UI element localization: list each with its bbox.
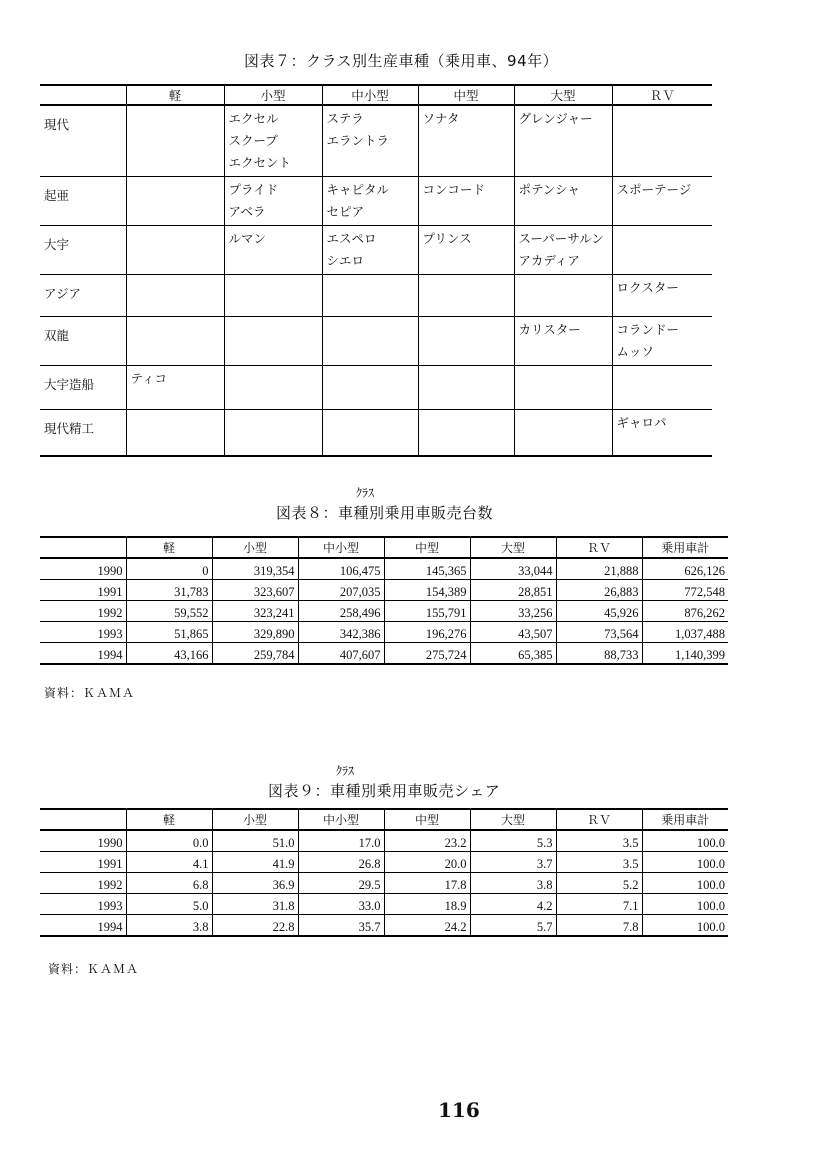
table-cell: 259,784 <box>212 643 298 665</box>
table9-header-5: 大型 <box>470 809 556 830</box>
table-cell: 33,256 <box>470 601 556 622</box>
table-cell: ルマン <box>224 226 322 275</box>
table7-body <box>40 105 712 456</box>
table-cell: プライド アベラ <box>224 177 322 226</box>
table-cell: 31,783 <box>126 580 212 601</box>
table-cell: 73,564 <box>556 622 642 643</box>
table-cell: 100.0 <box>642 873 728 894</box>
table-cell: 3.5 <box>556 852 642 873</box>
table-cell: 323,607 <box>212 580 298 601</box>
sales-share-table <box>40 808 728 937</box>
table-cell: 双龍 <box>40 317 126 366</box>
table-row <box>40 105 712 177</box>
table-cell: 100.0 <box>642 852 728 873</box>
table-cell: 5.3 <box>470 830 556 852</box>
table-cell: 28,851 <box>470 580 556 601</box>
table-cell: ギャロパ <box>612 410 712 456</box>
table-cell <box>126 105 224 177</box>
table-row <box>40 410 712 456</box>
table-cell: 20.0 <box>384 852 470 873</box>
table-cell: 1993 <box>40 894 126 915</box>
table-cell <box>514 410 612 456</box>
table-cell <box>612 366 712 410</box>
table-cell: 876,262 <box>642 601 728 622</box>
table-cell: 1990 <box>40 558 126 580</box>
table-cell: 100.0 <box>642 894 728 915</box>
table-cell: 106,475 <box>298 558 384 580</box>
table-cell: 0.0 <box>126 830 212 852</box>
sales-volume-table <box>40 536 728 665</box>
table9-header-3: 中小型 <box>298 809 384 830</box>
table-row <box>40 622 728 643</box>
table-cell: 23.2 <box>384 830 470 852</box>
table-cell: 31.8 <box>212 894 298 915</box>
table-cell: 17.8 <box>384 873 470 894</box>
table-cell <box>224 275 322 317</box>
table8-title: 図表８：車種別乗用車販売台数 <box>276 504 494 522</box>
table-cell: 43,166 <box>126 643 212 665</box>
table-cell: 26.8 <box>298 852 384 873</box>
table-cell: 155,791 <box>384 601 470 622</box>
table-cell: 196,276 <box>384 622 470 643</box>
table7-header-0 <box>40 85 126 105</box>
table-cell: 3.7 <box>470 852 556 873</box>
table8-header-6: ＲＶ <box>556 537 642 558</box>
table-cell: 1992 <box>40 873 126 894</box>
table7-header-4: 中型 <box>418 85 514 105</box>
table-cell: 21,888 <box>556 558 642 580</box>
table-row <box>40 366 712 410</box>
table8-header-3: 中小型 <box>298 537 384 558</box>
table-row <box>40 915 728 937</box>
table-cell: 起亜 <box>40 177 126 226</box>
table8-header-5: 大型 <box>470 537 556 558</box>
table-cell: 5.7 <box>470 915 556 937</box>
table-cell: 1,140,399 <box>642 643 728 665</box>
table-cell <box>322 317 418 366</box>
table-cell <box>514 275 612 317</box>
table-cell: 7.1 <box>556 894 642 915</box>
table-cell: 59,552 <box>126 601 212 622</box>
table-cell: 1991 <box>40 852 126 873</box>
table-cell: 大宇造船 <box>40 366 126 410</box>
table-row <box>40 580 728 601</box>
table-cell: 4.2 <box>470 894 556 915</box>
table-cell: 現代精工 <box>40 410 126 456</box>
table-cell: スポーテージ <box>612 177 712 226</box>
table-cell: グレンジャー <box>514 105 612 177</box>
table-cell: 1992 <box>40 601 126 622</box>
table-cell: 1991 <box>40 580 126 601</box>
table-row <box>40 177 712 226</box>
table7-header-3: 中小型 <box>322 85 418 105</box>
table-row <box>40 601 728 622</box>
table-cell: ステラ エラントラ <box>322 105 418 177</box>
table-cell: 1994 <box>40 643 126 665</box>
table9-header-row <box>40 809 728 830</box>
table-cell <box>224 317 322 366</box>
table-cell: 1993 <box>40 622 126 643</box>
table-row <box>40 317 712 366</box>
table-cell: 207,035 <box>298 580 384 601</box>
table-cell: 43,507 <box>470 622 556 643</box>
table-cell: プリンス <box>418 226 514 275</box>
table-cell: 45,926 <box>556 601 642 622</box>
table-cell <box>418 317 514 366</box>
table-cell <box>322 366 418 410</box>
table8-header-row <box>40 537 728 558</box>
table-cell <box>126 177 224 226</box>
table-cell: 18.9 <box>384 894 470 915</box>
table-cell: 4.1 <box>126 852 212 873</box>
table9-header-1: 軽 <box>126 809 212 830</box>
table-row <box>40 643 728 665</box>
table-cell: 626,126 <box>642 558 728 580</box>
table-cell: ソナタ <box>418 105 514 177</box>
table-cell: 0 <box>126 558 212 580</box>
table-cell <box>126 275 224 317</box>
table-cell: 1994 <box>40 915 126 937</box>
table-row <box>40 852 728 873</box>
table-cell: 22.8 <box>212 915 298 937</box>
table-cell: 329,890 <box>212 622 298 643</box>
page-number: 116 <box>438 1098 480 1122</box>
table-cell <box>322 410 418 456</box>
table8-source: 資料：ＫＡＭＡ <box>44 686 136 700</box>
table-cell: ロクスター <box>612 275 712 317</box>
table-cell <box>418 410 514 456</box>
table-cell: エスペロ シエロ <box>322 226 418 275</box>
table-cell: 342,386 <box>298 622 384 643</box>
table-cell: 3.8 <box>470 873 556 894</box>
table-cell <box>126 317 224 366</box>
table-cell: 407,607 <box>298 643 384 665</box>
table-cell: アジア <box>40 275 126 317</box>
table8-header-4: 中型 <box>384 537 470 558</box>
table9-header-2: 小型 <box>212 809 298 830</box>
table-cell: ティコ <box>126 366 224 410</box>
table-row <box>40 558 728 580</box>
table7-title: 図表７：クラス別生産車種（乗用車、94年） <box>244 52 559 70</box>
table-cell: 33,044 <box>470 558 556 580</box>
table-cell <box>126 226 224 275</box>
table-row <box>40 894 728 915</box>
table-cell <box>418 366 514 410</box>
table-cell: 26,883 <box>556 580 642 601</box>
table-cell: 275,724 <box>384 643 470 665</box>
table-cell: 5.2 <box>556 873 642 894</box>
table-cell: 772,548 <box>642 580 728 601</box>
table-cell: 319,354 <box>212 558 298 580</box>
table-cell: 323,241 <box>212 601 298 622</box>
table9-header-4: 中型 <box>384 809 470 830</box>
table-cell <box>224 366 322 410</box>
table9-source: 資料：ＫＡＭＡ <box>48 962 140 976</box>
table-cell: 6.8 <box>126 873 212 894</box>
table-cell <box>224 410 322 456</box>
table9-header-0 <box>40 809 126 830</box>
table-cell: 3.8 <box>126 915 212 937</box>
table-cell <box>418 275 514 317</box>
table8-header-2: 小型 <box>212 537 298 558</box>
table-cell: 88,733 <box>556 643 642 665</box>
table7-header-2: 小型 <box>224 85 322 105</box>
table7-header-1: 軽 <box>126 85 224 105</box>
table-cell: 3.5 <box>556 830 642 852</box>
table-cell: キャピタル セピア <box>322 177 418 226</box>
table-cell: 29.5 <box>298 873 384 894</box>
table-cell: 51,865 <box>126 622 212 643</box>
table-cell: ポテンシャ <box>514 177 612 226</box>
table-row <box>40 873 728 894</box>
table-cell: 65,385 <box>470 643 556 665</box>
table-cell <box>612 105 712 177</box>
table-cell: コランドー ムッソ <box>612 317 712 366</box>
table-cell <box>612 226 712 275</box>
table9-annotation: ｸﾗｽ <box>336 764 355 778</box>
table-row <box>40 275 712 317</box>
table-cell: 1990 <box>40 830 126 852</box>
table-cell: 154,389 <box>384 580 470 601</box>
table-cell: 33.0 <box>298 894 384 915</box>
table-cell <box>514 366 612 410</box>
table-row <box>40 226 712 275</box>
table-cell: 5.0 <box>126 894 212 915</box>
table-cell: 51.0 <box>212 830 298 852</box>
table-cell: 36.9 <box>212 873 298 894</box>
table-cell: 258,496 <box>298 601 384 622</box>
table9-title: 図表９：車種別乗用車販売シェア <box>268 782 501 800</box>
table-cell: スーパーサルン アカディア <box>514 226 612 275</box>
table7-header-6: ＲＶ <box>612 85 712 105</box>
table-cell: 35.7 <box>298 915 384 937</box>
table7-header-5: 大型 <box>514 85 612 105</box>
table9-header-6: ＲＶ <box>556 809 642 830</box>
table-cell: 145,365 <box>384 558 470 580</box>
table-row <box>40 830 728 852</box>
table8-header-0 <box>40 537 126 558</box>
table-cell: 100.0 <box>642 915 728 937</box>
table9-body <box>40 830 728 936</box>
table-cell: 24.2 <box>384 915 470 937</box>
table8-body <box>40 558 728 664</box>
table-cell: 41.9 <box>212 852 298 873</box>
table-cell: エクセル スクープ エクセント <box>224 105 322 177</box>
table-cell: 7.8 <box>556 915 642 937</box>
table8-header-1: 軽 <box>126 537 212 558</box>
table8-annotation: ｸﾗｽ <box>356 486 375 500</box>
table-cell: カリスター <box>514 317 612 366</box>
table-cell: 17.0 <box>298 830 384 852</box>
table-cell: 大宇 <box>40 226 126 275</box>
table-cell: コンコード <box>418 177 514 226</box>
table9-header-7: 乗用車計 <box>642 809 728 830</box>
production-by-class-table <box>40 84 712 457</box>
table-cell: 現代 <box>40 105 126 177</box>
table7-header-row <box>40 85 712 105</box>
table-cell: 1,037,488 <box>642 622 728 643</box>
table-cell <box>126 410 224 456</box>
table-cell: 100.0 <box>642 830 728 852</box>
table-cell <box>322 275 418 317</box>
table8-header-7: 乗用車計 <box>642 537 728 558</box>
